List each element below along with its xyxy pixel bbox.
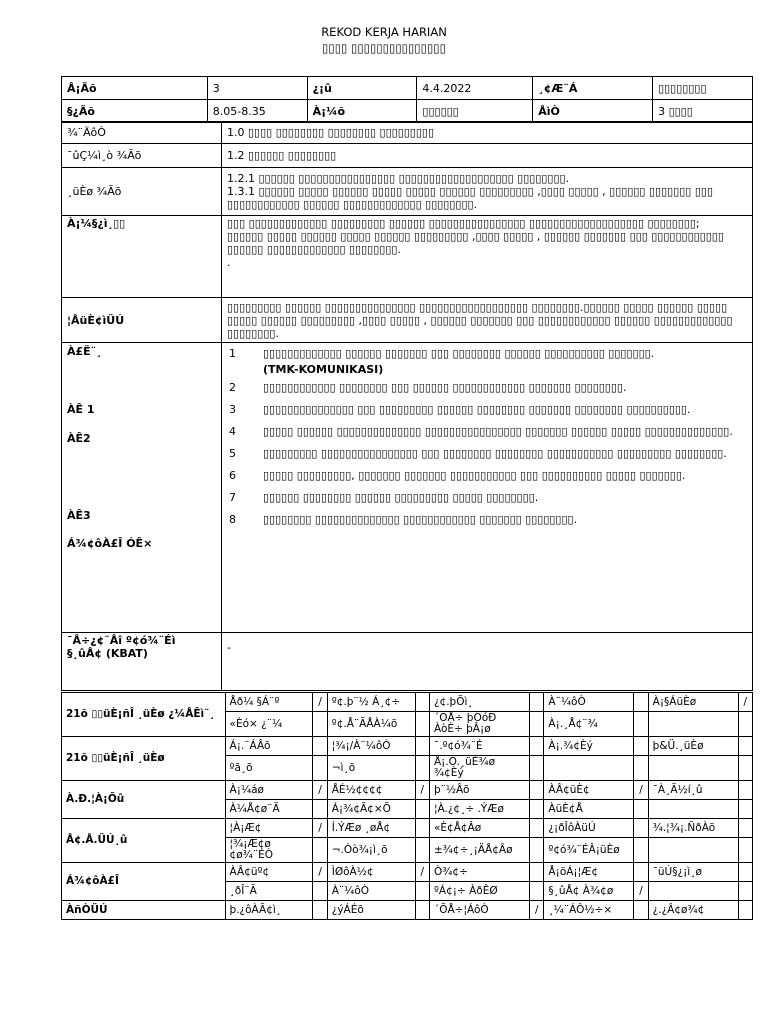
checklist-mark xyxy=(738,756,752,781)
checklist-item xyxy=(648,712,738,737)
checklist-mark xyxy=(313,712,327,737)
checklist-item xyxy=(544,756,634,781)
checklist-mark xyxy=(530,781,544,800)
checklist-mark xyxy=(415,838,429,863)
row-value xyxy=(222,216,753,298)
activity-text xyxy=(263,446,747,462)
checklist-mark xyxy=(415,901,429,920)
checklist-item: þ¨½Âõ xyxy=(429,781,529,800)
activity-text xyxy=(263,490,747,506)
checklist-group-label: Á¾¢ôÀ£Î xyxy=(62,863,226,901)
checklist-item: ¸ðÎ¨Ã xyxy=(225,882,313,901)
checklist-item: ÅÉ½¢¢¢¢ xyxy=(327,781,415,800)
activity-item xyxy=(227,468,747,484)
checklist-item: Á¡¾¢Ã¢×Õ xyxy=(327,800,415,819)
info-label: ÅìÒ xyxy=(533,100,653,123)
checklist-mark: / xyxy=(313,693,327,712)
row-value xyxy=(222,168,753,216)
checklist-item xyxy=(648,882,738,901)
activity-text-main: ▯▯▯▯▯▯▯▯▯▯▯▯ ▯▯▯▯▯▯▯▯ ▯▯▯ ▯▯▯▯▯▯ ▯▯▯▯▯▯▯▯▯▯▯▯ ▯▯▯▯▯▯▯ ▯▯▯▯▯▯▯▯. xyxy=(263,381,627,394)
checklist-mark xyxy=(530,819,544,838)
checklist-mark xyxy=(738,838,752,863)
checklist-item: ÀÂ¢üÈ¢ xyxy=(544,781,634,800)
activity-number: 2 xyxy=(229,381,236,394)
checklist-group-label: À.Ð.¦À¡Õû xyxy=(62,781,226,819)
checklist-mark xyxy=(530,838,544,863)
checklist-item: þ&Ü.¸üÈø xyxy=(648,737,738,756)
activity-text-main: ▯▯▯▯▯▯▯▯▯▯▯▯▯ ▯▯▯▯▯▯ ▯▯▯▯▯▯▯ ▯▯▯ ▯▯▯▯▯▯▯▯ ▯▯▯▯▯▯ ▯▯▯▯▯▯▯▯▯▯ ▯▯▯▯▯▯▯. xyxy=(263,347,655,360)
lesson-row-standard xyxy=(62,144,753,168)
checklist-mark xyxy=(530,800,544,819)
activity-text-main: ▯▯▯▯▯▯▯▯▯▯▯▯▯▯▯ ▯▯▯ ▯▯▯▯▯▯▯▯▯ ▯▯▯▯▯▯ ▯▯▯▯▯▯▯▯ ▯▯▯▯▯▯▯ ▯▯▯▯▯▯▯▯ ▯▯▯▯▯▯▯▯▯▯. xyxy=(263,403,691,416)
activity-text xyxy=(263,346,747,378)
info-label: ¿¡û xyxy=(307,77,417,100)
checklist-item: þ.¿ôÀÃ¢ì¸ xyxy=(225,901,313,920)
checklist-item: º¢.Å¨ÃÅÀ¼õ xyxy=(327,712,415,737)
checklist-item: ¦¾¡/À¨¼ôÒ xyxy=(327,737,415,756)
checklist-item: À¡§ÁüÈø xyxy=(648,693,738,712)
checklist-item: Å¡.Ó.¸üÈ¾ø ¾¢Èý xyxy=(429,756,529,781)
info-value: 3 ▯▯▯▯ xyxy=(653,100,753,123)
checklist-item: ¸¼¨ÁÔ½÷× xyxy=(544,901,634,920)
checklist-mark xyxy=(530,737,544,756)
activity-number: 4 xyxy=(229,425,236,438)
checklist-mark xyxy=(415,693,429,712)
checklist-mark xyxy=(313,882,327,901)
checklist-mark xyxy=(313,800,327,819)
checklist-mark: / xyxy=(634,781,648,800)
row-line: 1.2.1 ▯▯▯▯▯▯ ▯▯▯▯▯▯▯▯▯▯▯▯▯▯▯▯ ▯▯▯▯▯▯▯▯▯▯▯▯▯▯▯▯▯▯▯ ▯▯▯▯▯▯▯▯. xyxy=(227,172,570,185)
checklist-item: ¬ì¸õ xyxy=(327,756,415,781)
checklist-item: º¢ó¾¨ÉÂ¡üÈø xyxy=(544,838,634,863)
activity-label-step-1: ÀÊ 1 xyxy=(67,403,95,416)
checklist-mark xyxy=(634,756,648,781)
activity-text-note: (TMK-KOMUNIKASI) xyxy=(263,363,384,376)
checklist-mark xyxy=(415,819,429,838)
info-label: Å¡Ãõ xyxy=(62,77,208,100)
activity-text-main: ▯▯▯▯▯▯▯▯ ▯▯▯▯▯▯▯▯▯▯▯▯▯▯ ▯▯▯▯▯▯▯▯▯▯▯▯ ▯▯▯▯▯▯▯ ▯▯▯▯▯▯▯▯. xyxy=(263,513,578,526)
checklist-item: À¡.¾¢Èý xyxy=(544,737,634,756)
checklist-mark: / xyxy=(530,901,544,920)
checklist-item xyxy=(648,800,738,819)
document-subtitle: ▯▯▯▯ ▯▯▯▯▯▯▯▯▯▯▯▯▯▯▯ xyxy=(322,41,446,55)
activity-label-intro: À£Ë¨¸ xyxy=(67,345,102,358)
checklist-item: ºã¸õ xyxy=(225,756,313,781)
row-value: ▯▯▯▯▯▯▯▯▯ ▯▯▯▯▯▯ ▯▯▯▯▯▯▯▯▯▯▯▯▯▯▯ ▯▯▯▯▯▯▯▯▯▯▯▯▯▯▯▯▯▯ ▯▯▯▯▯▯▯▯.▯▯▯▯▯▯ ▯▯▯▯▯ ▯▯▯▯▯▯ ▯▯▯▯▯ ▯▯▯▯▯ ▯▯▯▯▯▯ ▯▯▯▯▯▯▯▯▯ ,▯▯▯▯ ▯▯▯▯▯ , ▯▯▯▯▯▯ ▯▯▯▯▯▯▯ ▯▯▯ ▯▯▯▯▯▯▯▯▯▯▯▯ ▯▯▯▯▯▯ ▯▯▯▯▯▯▯▯▯▯▯▯▯ ▯▯▯▯▯▯▯▯. xyxy=(222,298,753,343)
checklist-item: ¿¢.þÕì¸ xyxy=(429,693,529,712)
row-line: 1.3.1 ▯▯▯▯▯▯ ▯▯▯▯▯ ▯▯▯▯▯▯ ▯▯▯▯▯ ▯▯▯▯▯ ▯▯▯▯▯▯ ▯▯▯▯▯▯▯▯▯ ,▯▯▯▯ ▯▯▯▯▯ , ▯▯▯▯▯▯ ▯▯▯▯▯▯▯ ▯▯▯ ▯▯▯▯▯▯▯▯▯▯▯▯ ▯▯▯▯▯▯ ▯▯▯▯▯▯▯▯▯▯▯▯▯ ▯▯▯▯▯▯▯▯. xyxy=(227,185,714,211)
checklist-item: ÌØôÀ½¢ xyxy=(327,863,415,882)
activity-text-main: ▯▯▯▯▯ ▯▯▯▯▯▯▯▯▯, ▯▯▯▯▯▯▯ ▯▯▯▯▯▯▯ ▯▯▯▯▯▯▯▯▯▯▯ ▯▯▯ ▯▯▯▯▯▯▯▯▯▯ ▯▯▯▯▯ ▯▯▯▯▯▯▯. xyxy=(263,469,686,482)
row-value: 1.0 ▯▯▯▯ ▯▯▯▯▯▯▯▯ ▯▯▯▯▯▯▯▯ ▯▯▯▯▯▯▯▯▯ xyxy=(222,122,753,144)
activity-number: 6 xyxy=(229,469,236,482)
checklist-item: Åð¼ §Á¨º xyxy=(225,693,313,712)
document-header xyxy=(0,24,768,56)
activity-item xyxy=(227,446,747,462)
checklist-item: ¯.º¢ó¾¨É xyxy=(429,737,529,756)
activity-item xyxy=(227,402,747,418)
checklist-item: ¿¡ðÎôÀüÚ xyxy=(544,819,634,838)
info-value: 8.05-8.35 xyxy=(207,100,307,123)
checklist-mark xyxy=(634,693,648,712)
row-value: - xyxy=(222,633,753,691)
activity-item xyxy=(227,346,747,378)
checklist-mark xyxy=(634,737,648,756)
checklist-item: ¾.¦¾¡.ÑðÀõ xyxy=(648,819,738,838)
checklist-mark xyxy=(415,882,429,901)
lesson-row-activities xyxy=(62,343,753,633)
activity-number: 7 xyxy=(229,491,236,504)
checklist-item: À¨¼ôÒ xyxy=(544,693,634,712)
row-label: ¦ÅüÈ¢ìÜÚ xyxy=(62,298,222,343)
activity-text-main: ▯▯▯▯▯ ▯▯▯▯▯▯ ▯▯▯▯▯▯▯▯▯▯▯▯▯▯ ▯▯▯▯▯▯▯▯▯▯▯▯▯▯▯▯ ▯▯▯▯▯▯▯ ▯▯▯▯▯▯ ▯▯▯▯▯ ▯▯▯▯▯▯▯▯▯▯▯▯▯▯. xyxy=(263,425,733,438)
checklist-item: §¸ûÅ¢ À¾¢ø xyxy=(544,882,634,901)
checklist-item: ¿ýÁÉõ xyxy=(327,901,415,920)
checklist-group-label: 21õ ▯▯üÈ¡ñÎ ¸üÈø ¿¼ÅÊì¨¸ xyxy=(62,693,226,737)
lesson-row-objective xyxy=(62,216,753,298)
document-title: REKOD KERJA HARIAN xyxy=(321,25,447,39)
activity-text xyxy=(263,468,747,484)
info-table xyxy=(61,76,753,123)
activity-number: 8 xyxy=(229,513,236,526)
lesson-row-topic xyxy=(62,122,753,144)
kbat-label-line: ¯Å÷¿¢¨Åî º¢ó¾¨Éì xyxy=(67,634,176,647)
checklist-item: ±¾¢÷¸¡ÄÅ¢Âø xyxy=(429,838,529,863)
info-value: ▯▯▯▯▯▯ xyxy=(417,100,533,123)
row-line: ▯▯▯ ▯▯▯▯▯▯▯▯▯▯▯▯▯ ▯▯▯▯▯▯▯▯▯ ▯▯▯▯▯▯ ▯▯▯▯▯▯▯▯▯▯▯▯▯▯▯▯ ▯▯▯▯▯▯▯▯▯▯▯▯▯▯▯▯▯▯▯ ▯▯▯▯▯▯▯▯; xyxy=(227,217,700,230)
checklist-mark xyxy=(313,901,327,920)
info-value: ▯▯▯▯▯▯▯▯ xyxy=(653,77,753,100)
checklist-mark xyxy=(415,737,429,756)
checklist-mark xyxy=(738,781,752,800)
checklist-item: Ò¾¢÷ xyxy=(429,863,529,882)
activity-number: 1 xyxy=(229,347,236,360)
checklist-row xyxy=(62,693,753,712)
activity-list xyxy=(227,346,747,528)
checklist-row xyxy=(62,737,753,756)
checklist-row xyxy=(62,863,753,882)
checklist-mark xyxy=(738,901,752,920)
activity-item xyxy=(227,512,747,528)
checklist-mark xyxy=(415,800,429,819)
checklist-mark xyxy=(634,800,648,819)
lesson-table xyxy=(61,121,753,691)
activity-label-step-3: ÀÊ3 xyxy=(67,509,91,522)
checklist-item: ¦À.¿¢¸÷ .ÝÆø xyxy=(429,800,529,819)
activity-text-main: ▯▯▯▯▯▯ ▯▯▯▯▯▯▯▯ ▯▯▯▯▯▯ ▯▯▯▯▯▯▯▯▯ ▯▯▯▯▯ ▯▯▯▯▯▯▯▯. xyxy=(263,491,539,504)
checklist-mark: / xyxy=(415,863,429,882)
checklist-mark: / xyxy=(415,781,429,800)
info-label: §¿Ãõ xyxy=(62,100,208,123)
checklist-item: À¨¼ôÒ xyxy=(327,882,415,901)
checklist-item: «È¢Å¢Âø xyxy=(429,819,529,838)
checklist-mark: / xyxy=(738,693,752,712)
checklist-mark xyxy=(415,756,429,781)
checklist-mark xyxy=(313,756,327,781)
checklist-item xyxy=(648,838,738,863)
checklist-item: ¯üÚ§¿¡ì¸ø xyxy=(648,863,738,882)
activity-item xyxy=(227,490,747,506)
lesson-row-learning-standard xyxy=(62,168,753,216)
checklist-item: À¡¼áø xyxy=(225,781,313,800)
activity-text xyxy=(263,424,747,440)
checklist-item: «Èó× ¿¨¼ xyxy=(225,712,313,737)
info-label: ¸¢Æ¨Á xyxy=(533,77,653,100)
row-label: ¯ûÇ¼ì¸ò ¾Ãõ xyxy=(62,144,222,168)
checklist-item: Á¡.¨ÁÂõ xyxy=(225,737,313,756)
info-value: 4.4.2022 xyxy=(417,77,533,100)
checklist-mark xyxy=(738,800,752,819)
checklist-mark xyxy=(415,712,429,737)
checklist-group-label: Å¢.Å.ÜÚ¸û xyxy=(62,819,226,863)
activity-label-closing: Á¾¢ôÀ£Î ÓÊ× xyxy=(67,537,153,550)
row-label: À¡¼§¿ì¸▯▯ xyxy=(62,216,222,298)
checklist-mark xyxy=(530,863,544,882)
info-value: 3 xyxy=(207,77,307,100)
kbat-label-line: §¸ûÅ¢ (KBAT) xyxy=(67,647,148,660)
checklist-mark xyxy=(738,712,752,737)
row-value: 1.2 ▯▯▯▯▯▯ ▯▯▯▯▯▯▯▯ xyxy=(222,144,753,168)
checklist-mark xyxy=(634,819,648,838)
checklist-group-label: 21õ ▯▯üÈ¡ñÎ ¸üÈø xyxy=(62,737,226,781)
checklist-item: ¬.Òò¾¡ì¸õ xyxy=(327,838,415,863)
checklist-mark xyxy=(634,901,648,920)
checklist-mark xyxy=(738,819,752,838)
activity-text xyxy=(263,512,747,528)
activity-label-step-2: ÀÊ2 xyxy=(67,432,91,445)
checklist-mark: / xyxy=(313,863,327,882)
checklist-item: Å¡öÁ¡¦Æ¢ xyxy=(544,863,634,882)
checklist-mark: / xyxy=(313,819,327,838)
checklist-row xyxy=(62,819,753,838)
checklist-mark xyxy=(738,863,752,882)
checklist-mark xyxy=(530,882,544,901)
checklist-mark xyxy=(313,737,327,756)
activity-text xyxy=(263,402,747,418)
checklist-item: ¦À¡Æ¢ xyxy=(225,819,313,838)
checklist-item: À¡.¸Å¢¨¾ xyxy=(544,712,634,737)
checklist-row xyxy=(62,901,753,920)
activity-number: 3 xyxy=(229,403,236,416)
info-row xyxy=(62,77,753,100)
checklist-table xyxy=(61,692,753,920)
checklist-item: ºÁ¢¡÷ ÀðÊØ xyxy=(429,882,529,901)
checklist-mark xyxy=(313,838,327,863)
row-label xyxy=(62,633,222,691)
activity-number: 5 xyxy=(229,447,236,460)
checklist-item: ÀÂ¢üº¢ xyxy=(225,863,313,882)
checklist-item xyxy=(648,756,738,781)
info-label: À¡¼õ xyxy=(307,100,417,123)
checklist-item: Í.ÝÆø ¸øÅ¢ xyxy=(327,819,415,838)
checklist-mark xyxy=(530,756,544,781)
checklist-mark xyxy=(738,882,752,901)
info-row xyxy=(62,100,753,123)
lesson-row-kbat xyxy=(62,633,753,691)
checklist-mark: / xyxy=(634,882,648,901)
lesson-row-success-criteria xyxy=(62,298,753,343)
row-line: ▯▯▯▯▯▯ ▯▯▯▯▯ ▯▯▯▯▯▯ ▯▯▯▯▯ ▯▯▯▯▯▯ ▯▯▯▯▯▯▯▯▯ ,▯▯▯▯ ▯▯▯▯▯ , ▯▯▯▯▯▯ ▯▯▯▯▯▯▯ ▯▯▯ ▯▯▯▯▯▯▯▯▯▯▯▯ ▯▯▯▯▯▯ ▯▯▯▯▯▯▯▯▯▯▯▯▯ ▯▯▯▯▯▯▯▯. xyxy=(227,230,724,256)
checklist-row xyxy=(62,781,753,800)
row-line: . xyxy=(227,256,231,269)
checklist-item: º¢.þ¨½ Á¸¢÷ xyxy=(327,693,415,712)
activity-text xyxy=(263,380,747,396)
checklist-group-label: ÀñÒÜÚ xyxy=(62,901,226,920)
activity-item xyxy=(227,380,747,396)
checklist-mark xyxy=(634,712,648,737)
checklist-mark xyxy=(530,712,544,737)
checklist-mark xyxy=(530,693,544,712)
checklist-item: ´ÕÅ÷¦ÁôÒ xyxy=(429,901,529,920)
checklist-item: ´ÕÅ÷ þÕóÐ ÀòÈ÷ þÂ¡ø xyxy=(429,712,529,737)
checklist-mark xyxy=(738,737,752,756)
activity-list-cell xyxy=(222,343,753,633)
checklist-item: À¼Å¢ø¨Ä xyxy=(225,800,313,819)
checklist-mark xyxy=(634,838,648,863)
row-label: ¾¨ÄôÒ xyxy=(62,122,222,144)
activity-text-main: ▯▯▯▯▯▯▯▯▯ ▯▯▯▯▯▯▯▯▯▯▯▯▯▯▯▯ ▯▯▯ ▯▯▯▯▯▯▯▯ ▯▯▯▯▯▯▯▯ ▯▯▯▯▯▯▯▯▯▯▯ ▯▯▯▯▯▯▯▯▯ ▯▯▯▯▯▯▯▯. xyxy=(263,447,727,460)
checklist-item: ÀüÈ¢Å xyxy=(544,800,634,819)
checklist-item: ¦¾¡Æ¢ø ¢ø¾¨ÉÒ xyxy=(225,838,313,863)
activity-labels xyxy=(62,343,222,633)
checklist-mark xyxy=(634,863,648,882)
activity-item xyxy=(227,424,747,440)
row-label: ¸üÈø ¾Ãõ xyxy=(62,168,222,216)
checklist-mark: / xyxy=(313,781,327,800)
checklist-item: ¯À¸Ã½í¸û xyxy=(648,781,738,800)
checklist-item: ¿.¿Â¢ø¾¢ xyxy=(648,901,738,920)
